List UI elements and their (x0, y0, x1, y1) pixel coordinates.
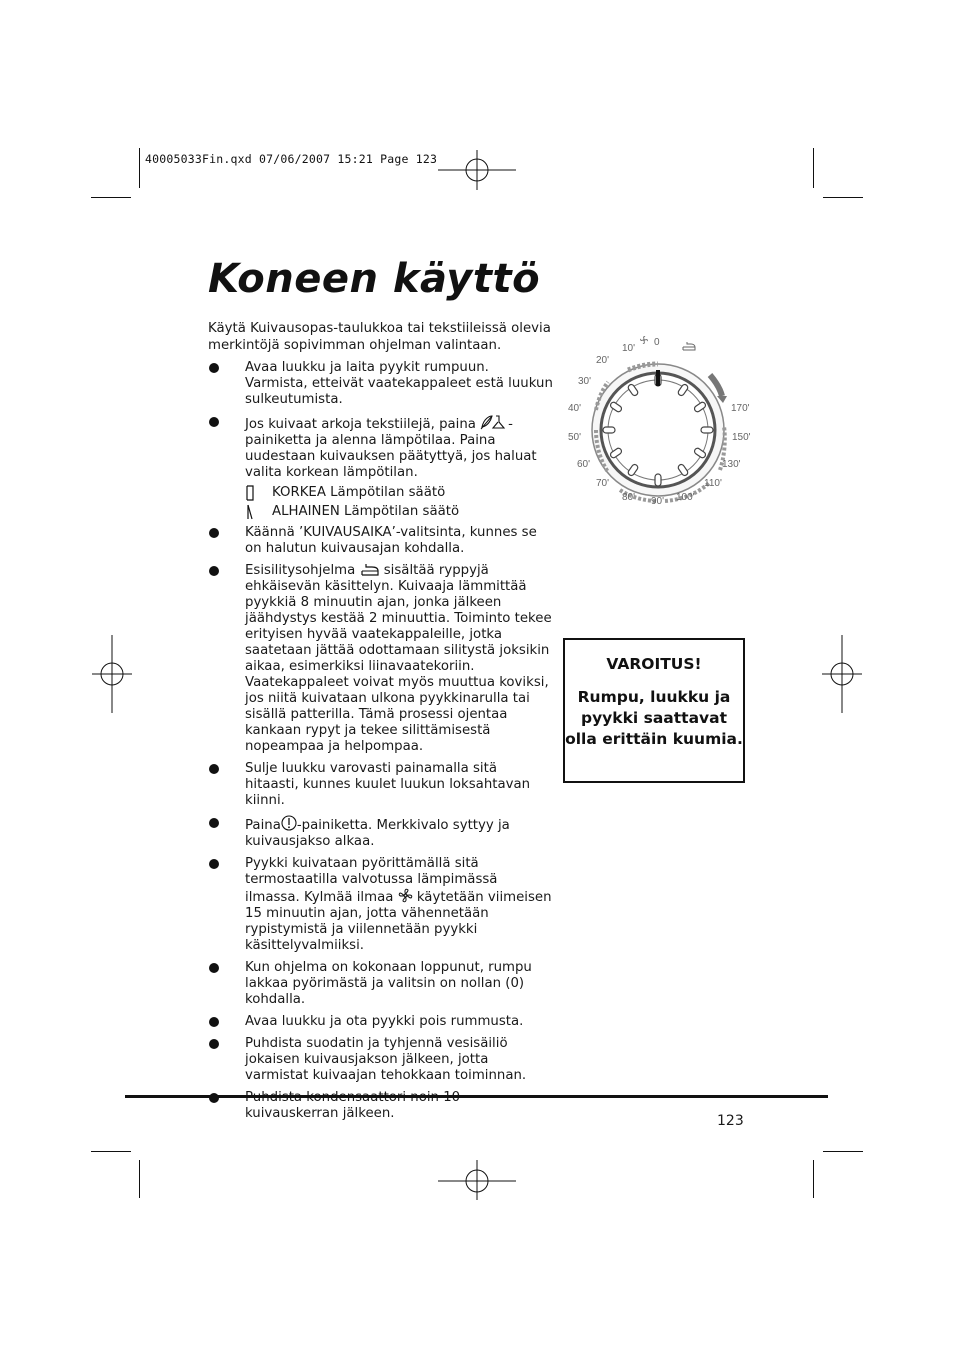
list-item: Paina -painiketta. Merkkivalo syttyy ja kuivausjakso alkaa. (208, 815, 553, 850)
list-item: KORKEA Lämpötilan säätö (208, 485, 553, 501)
dial-label: 70' (596, 478, 610, 489)
crop-mark (91, 1151, 131, 1152)
list-item: Käännä ’KUIVAUSAIKA’-valitsinta, kunnes se on halutun kuivausajan kohdalla. (208, 525, 553, 557)
start-icon (281, 815, 297, 831)
dial-label: 30' (578, 376, 592, 387)
registration-mark-top (438, 150, 518, 192)
registration-mark-bottom (438, 1160, 518, 1202)
high-temperature-icon (245, 485, 255, 501)
bullet-icon (209, 963, 219, 973)
dial-label: 110' (704, 478, 722, 489)
crop-mark (813, 148, 814, 188)
list-item: Puhdista suodatin ja tyhjennä vesisäiliö jokaisen kuivausjakson jälkeen, jotta varmistat kuivaajan tehokkaan toiminnan. (208, 1036, 553, 1084)
list-item: Esisilitysohjelma sisältää ryppyjä ehkäisevän käsittelyn. Kuivaaja lämmittää pyykkiä 8 minuutin ajan, jonka jälkeen jäähdystys kestää 2 minuuttia. Toiminto tekee erityisen hyvää vaatekappaleille, jotka saatetaan jättää odottamaan silitystä joksikin aikaa, esimerkiksi liinavaatekoriin. Vaatekappaleet voivat myös muuttua koviksi, jos niitä kuivataan ulkona pyykkinarulla tai sisällä patterilla. Tämä prosessi ojentaa kankaan rypyt ja tekee silittämisestä nopeampaa ja helpompaa. (208, 563, 553, 755)
list-item: Pyykki kuivataan pyörittämällä sitä termostaatilla valvotussa lämpimässä ilmassa. Kylmää ilmaa käytetään viimeisen 15 minuutin ajan, jotta vähennetään rypistymistä ja viilennetään pyykki käsittelyvalmiiksi. (208, 856, 553, 954)
crop-mark (823, 1151, 863, 1152)
bullet-icon (209, 818, 219, 828)
bullet-icon (209, 363, 219, 373)
crop-mark (91, 197, 131, 198)
fan-icon (398, 888, 413, 903)
dial-label: 130' (722, 459, 741, 470)
bullet-icon (209, 1017, 219, 1027)
dial-label: 100' (676, 492, 695, 503)
dial-label: 90' (651, 496, 665, 507)
dial-label: 0 (654, 337, 660, 348)
intro-paragraph: Käytä Kuivausopas-taulukkoa tai tekstiileissä olevia merkintöjä sopivimman ohjelman valintaan. (208, 321, 551, 353)
dial-label: 40' (568, 403, 582, 414)
dial-label: 170' (731, 403, 750, 414)
bullet-icon (209, 1039, 219, 1049)
delicate-fabric-icon (480, 414, 508, 430)
dial-label: 150' (732, 432, 751, 443)
warning-box (563, 638, 745, 783)
crop-mark (813, 1160, 814, 1198)
registration-mark-left (92, 635, 134, 715)
page-title: Koneen käyttö (208, 256, 541, 302)
dial-label: 60' (577, 459, 591, 470)
crop-mark (823, 197, 863, 198)
registration-mark-right (822, 635, 864, 715)
dial-label: 20' (596, 355, 610, 366)
footer-rule (125, 1095, 828, 1098)
dial-label: 10' (622, 343, 636, 354)
pre-iron-icon (683, 342, 695, 350)
list-item: Avaa luukku ja ota pyykki pois rummusta. (208, 1014, 553, 1030)
list-item: Kun ohjelma on kokonaan loppunut, rumpu lakkaa pyörimästä ja valitsin on nollan (0) kohdalla. (208, 960, 553, 1008)
list-item: Jos kuivaat arkoja tekstiilejä, paina -painiketta ja alenna lämpötilaa. Paina uudestaan kuivauksen päätyttyä, jos haluat valita korkean lämpötilan. (208, 414, 553, 481)
low-temperature-icon (245, 504, 255, 520)
instruction-list (208, 360, 553, 1128)
crop-mark (139, 148, 140, 188)
bullet-icon (209, 528, 219, 538)
fan-icon (641, 337, 648, 344)
crop-mark (139, 1160, 140, 1198)
dial-label: 50' (568, 432, 582, 443)
bullet-icon (209, 859, 219, 869)
file-slug: 40005033Fin.qxd 07/06/2007 15:21 Page 123 (145, 152, 438, 166)
page-number: 123 (717, 1113, 744, 1129)
list-item: Avaa luukku ja laita pyykit rumpuun. Varmista, etteivät vaatekappaleet estä luukun sulkeutumista. (208, 360, 553, 408)
warning-heading: VAROITUS! (606, 655, 702, 673)
bullet-icon (209, 764, 219, 774)
dial-label: 80' (622, 492, 636, 503)
list-item: kuivauskerran jälkeen. (208, 1090, 553, 1122)
list-item: Sulje luukku varovasti painamalla sitä hitaasti, kunnes kuulet luukun loksahtavan kiinni. (208, 761, 553, 809)
warning-text: Rumpu, luukku ja pyykki saattavat olla erittäin kuumia. (565, 688, 743, 748)
drying-time-dial (560, 330, 760, 515)
list-item: ALHAINEN Lämpötilan säätö (208, 504, 553, 520)
pre-iron-icon (360, 563, 380, 576)
bullet-icon (209, 566, 219, 576)
bullet-icon (209, 417, 219, 427)
